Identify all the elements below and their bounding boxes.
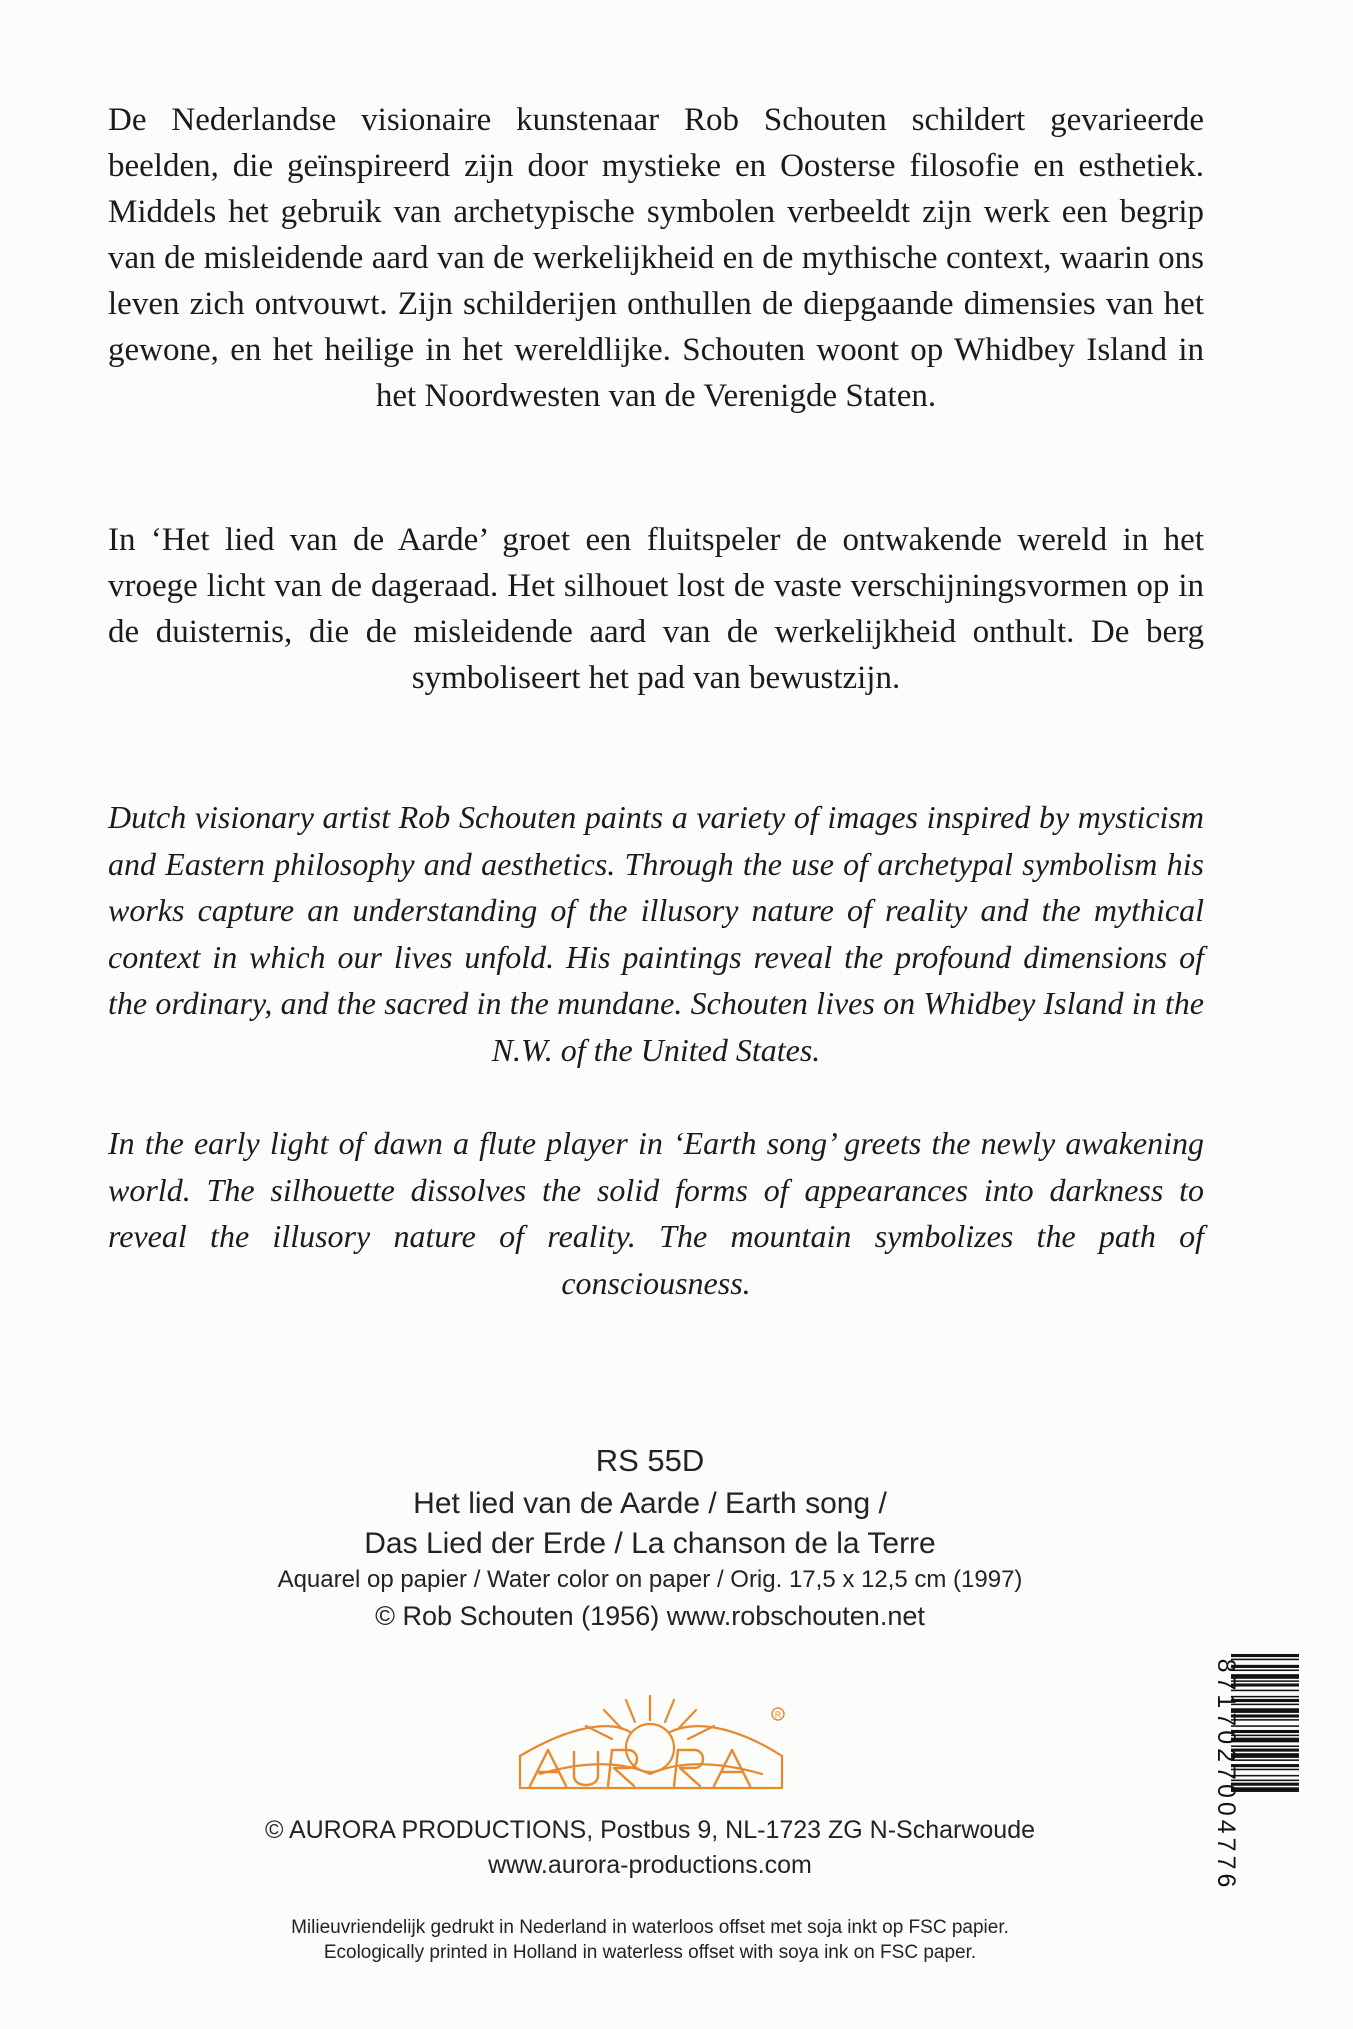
artwork-code: RS 55D (595, 1443, 705, 1478)
dutch-artwork-description: In ‘Het lied van de Aarde’ groet een fluitspeler de ontwakende wereld in het vroege licht van de dageraad. Het silhouet lost de vaste verschijningsvormen op in de duisternis, die de misleidende aard van de werkelijkheid onthult. De berg symboliseert het pad van bewustzijn. (108, 522, 1204, 696)
artwork-medium: Aquarel op papier / Water color on paper / Orig. 17,5 x 12,5 cm (1997) (277, 1566, 1023, 1593)
english-artist-bio: Dutch visionary artist Rob Schouten paints a variety of images inspired by mysticism and Eastern philosophy and aesthetics. Through the use of archetypal symbolism his works capture an understanding of the illusory nature of reality and the mythical context in which our lives unfold. His paintings reveal the profound dimensions of the ordinary, and the sacred in the mundane. Schouten lives on Whidbey Island in the N.W. of the United States. (108, 799, 1204, 1068)
eco-note-english: Ecologically printed in Holland in waterless offset with soya ink on FSC paper. (323, 1942, 977, 1963)
english-artwork-description: In the early light of dawn a flute player in ‘Earth song’ greets the newly awakening world. The silhouette dissolves the solid forms of appearances into darkness to reveal the illusory nature of reality. The mountain symbolizes the path of consciousness. (108, 1125, 1204, 1301)
svg-text:R: R (774, 1710, 782, 1720)
barcode-bars-icon (1231, 1650, 1299, 1910)
sun-icon (626, 1724, 674, 1772)
aurora-logo (500, 1690, 800, 1800)
publisher-website: www.aurora-productions.com (488, 1851, 812, 1879)
artist-copyright: © Rob Schouten (1956) www.robschouten.net (375, 1601, 925, 1631)
publisher-address: © AURORA PRODUCTIONS, Postbus 9, NL-1723 ZG N-Scharwoude (264, 1816, 1036, 1844)
eco-note-dutch: Milieuvriendelijk gedrukt in Nederland in waterloos offset met soja inkt op FSC papier. (291, 1917, 1009, 1938)
dutch-artist-bio: De Nederlandse visionaire kunstenaar Rob Schouten schildert gevarieerde beelden, die geïnspireerd zijn door mystieke en Oosterse filosofie en esthetiek. Middels het gebruik van archetypische symbolen verbeeldt zijn werk een begrip van de misleidende aard van de werkelijkheid en de mythische context, waarin ons leven zich ontvouwt. Zijn schilderijen onthullen de diepgaande dimensies van het gewone, en het heilige in het wereldlijke. Schouten woont op Whidbey Island in het Noordwesten van de Verenigde Staten. (108, 102, 1204, 414)
artwork-title-line-2: Das Lied der Erde / La chanson de la Terre (364, 1527, 936, 1560)
artwork-title-line-1: Het lied van de Aarde / Earth song / (413, 1487, 887, 1520)
barcode-number: 8717027004776 (1212, 1658, 1240, 1892)
sun-rays-icon (586, 1696, 714, 1739)
barcode (1205, 1650, 1301, 1910)
